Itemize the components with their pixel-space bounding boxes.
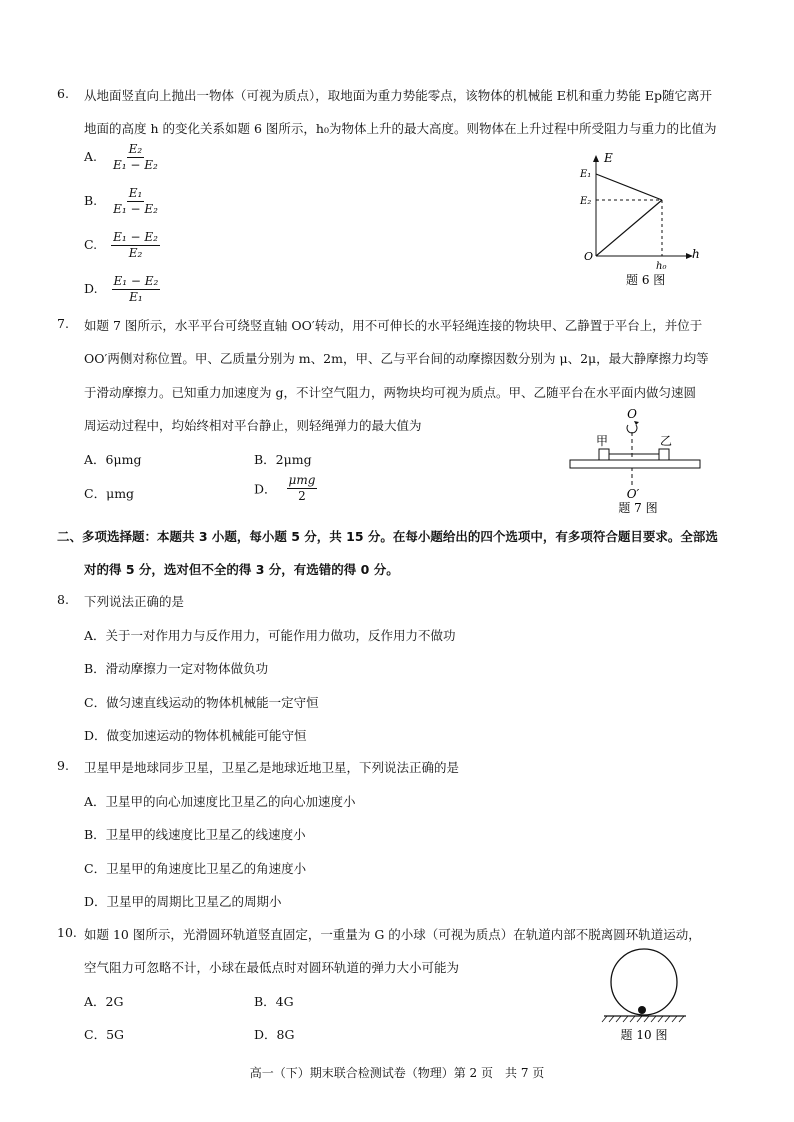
fraction-denominator: E₁ − E₂ [113, 158, 158, 172]
option-fraction [111, 230, 160, 261]
e1-label: E₁ [580, 169, 592, 180]
q9-stem: 卫星甲是地球同步卫星，卫星乙是地球近地卫星，下列说法正确的是 [84, 760, 460, 775]
q6-option-c [84, 230, 160, 261]
fraction-denominator: E₂ [128, 246, 143, 260]
q10-stem-line1: 如题 10 图所示，光滑圆环轨道竖直固定，一重量为 G 的小球（可视为质点）在轨道内部不脱离圆环轨道运动， [84, 927, 701, 942]
q7-figure [560, 402, 710, 516]
fraction-numerator: E₁ − E₂ [113, 230, 158, 244]
q7-option-c: C．μmg [84, 486, 135, 501]
q6-stem-line1: 从地面竖直向上抛出一物体（可视为质点），取地面为重力势能零点，该物体的机械能 E机和重力势能 Ep随它离开 [84, 88, 712, 103]
q9-option-d: D．卫星甲的周期比卫星乙的周期小 [84, 894, 282, 909]
option-fraction [112, 274, 161, 305]
mechanical-energy-line [596, 174, 662, 200]
q10-option-a: A．2G [84, 994, 124, 1009]
q10-figure [598, 948, 694, 1046]
q6-figure [570, 148, 710, 293]
q10-number: 10. [57, 925, 77, 940]
ball [638, 1006, 646, 1014]
block-jia [599, 449, 609, 460]
circular-track [611, 949, 677, 1015]
axis-bottom-label: O′ [626, 487, 640, 501]
rotation-arrow-head [634, 421, 639, 425]
q8-option-c: C．做匀速直线运动的物体机械能一定守恒 [84, 695, 319, 710]
h0-label: h₀ [656, 261, 667, 272]
option-fraction [111, 186, 160, 217]
fraction-numerator: E₁ − E₂ [113, 274, 159, 288]
fraction-numerator: E₂ [128, 142, 143, 156]
h-axis-label: h [692, 247, 700, 261]
fraction-denominator: E₁ [129, 290, 143, 304]
e2-label: E₂ [580, 196, 592, 207]
axis-top-label: O [627, 407, 637, 421]
q6-number: 6. [57, 86, 69, 101]
option-label: B. [84, 193, 98, 208]
q7-stem-line2: OO′两侧对称位置。甲、乙质量分别为 m、2m，甲、乙与平台间的动摩擦因数分别为 μ、2μ，最大静摩擦力均等 [84, 351, 709, 366]
q8-option-a: A．关于一对作用力与反作用力，可能作用力做功，反作用力不做功 [84, 628, 456, 643]
q7-stem-line4: 周运动过程中，均始终相对平台静止，则轻绳弹力的最大值为 [84, 418, 422, 433]
q8-number: 8. [57, 592, 69, 607]
q8-stem: 下列说法正确的是 [84, 594, 185, 609]
option-fraction [111, 142, 160, 173]
q7-stem-line3: 于滑动摩擦力。已知重力加速度为 g，不计空气阻力，两物块均可视为质点。甲、乙随平台在水平面内做匀速圆 [84, 385, 696, 400]
q6-option-d [84, 274, 160, 305]
q8-option-b: B．滑动摩擦力一定对物体做负功 [84, 661, 269, 676]
q6-figure-caption: 题 6 图 [626, 273, 666, 287]
q6-stem-line2: 地面的高度 h 的变化关系如题 6 图所示，h₀为物体上升的最大高度。则物体在上升过程中所受阻力与重力的比值为 [84, 121, 717, 136]
yi-label: 乙 [660, 434, 673, 448]
q10-option-b: B．4G [254, 994, 294, 1009]
rotation-arrow-icon [627, 425, 637, 433]
section2-heading-line2: 对的得 5 分，选对但不全的得 3 分，有选错的得 0 分。 [84, 562, 399, 577]
fraction-numerator: E₁ [128, 186, 143, 200]
section2-heading-line1: 二、多项选择题：本题共 3 小题，每小题 5 分，共 15 分。在每小题给出的四个选项中，有多项符合题目要求。全部选 [57, 529, 718, 544]
jia-label: 甲 [596, 434, 609, 448]
platform [570, 460, 700, 468]
q7-option-b: B．2μmg [254, 452, 312, 467]
fraction-denominator: E₁ − E₂ [113, 202, 158, 216]
e-axis-label: E [604, 151, 613, 165]
potential-energy-line [596, 200, 662, 256]
q7-option-a: A．6μmg [84, 452, 142, 467]
option-label: D． [254, 481, 277, 497]
q10-option-c: C．5G [84, 1027, 125, 1042]
q6-option-b [84, 186, 160, 217]
q9-number: 9. [57, 758, 69, 773]
page-footer: 高一（下）期末联合检测试卷（物理）第 2 页 共 7 页 [249, 1066, 545, 1080]
block-yi [659, 449, 669, 460]
q9-option-a: A．卫星甲的向心加速度比卫星乙的向心加速度小 [84, 794, 356, 809]
q10-option-d: D．8G [254, 1027, 295, 1042]
q9-option-b: B．卫星甲的线速度比卫星乙的线速度小 [84, 827, 306, 842]
option-label: A. [84, 149, 98, 164]
q9-option-c: C．卫星甲的角速度比卫星乙的角速度小 [84, 861, 307, 876]
option-label: C. [84, 237, 98, 252]
option-label: D. [84, 281, 98, 296]
q7-number: 7. [57, 316, 69, 331]
q7-option-d [254, 473, 317, 504]
q7-stem-line1: 如题 7 图所示，水平平台可绕竖直轴 OO′转动，用不可伸长的水平轻绳连接的物块甲、乙静置于平台上，并位于 [84, 318, 703, 333]
q6-option-a [84, 142, 160, 173]
origin-label: O [584, 250, 594, 263]
q10-figure-caption: 题 10 图 [620, 1028, 668, 1042]
q8-option-d: D．做变加速运动的物体机械能可能守恒 [84, 728, 307, 743]
fraction-numerator: μmg [288, 473, 316, 487]
option-fraction [287, 473, 318, 504]
ground-hatching [602, 1016, 684, 1022]
q7-figure-caption: 题 7 图 [618, 501, 658, 515]
fraction-denominator: 2 [298, 489, 306, 503]
q10-stem-line2: 空气阻力可忽略不计，小球在最低点时对圆环轨道的弹力大小可能为 [84, 960, 460, 975]
